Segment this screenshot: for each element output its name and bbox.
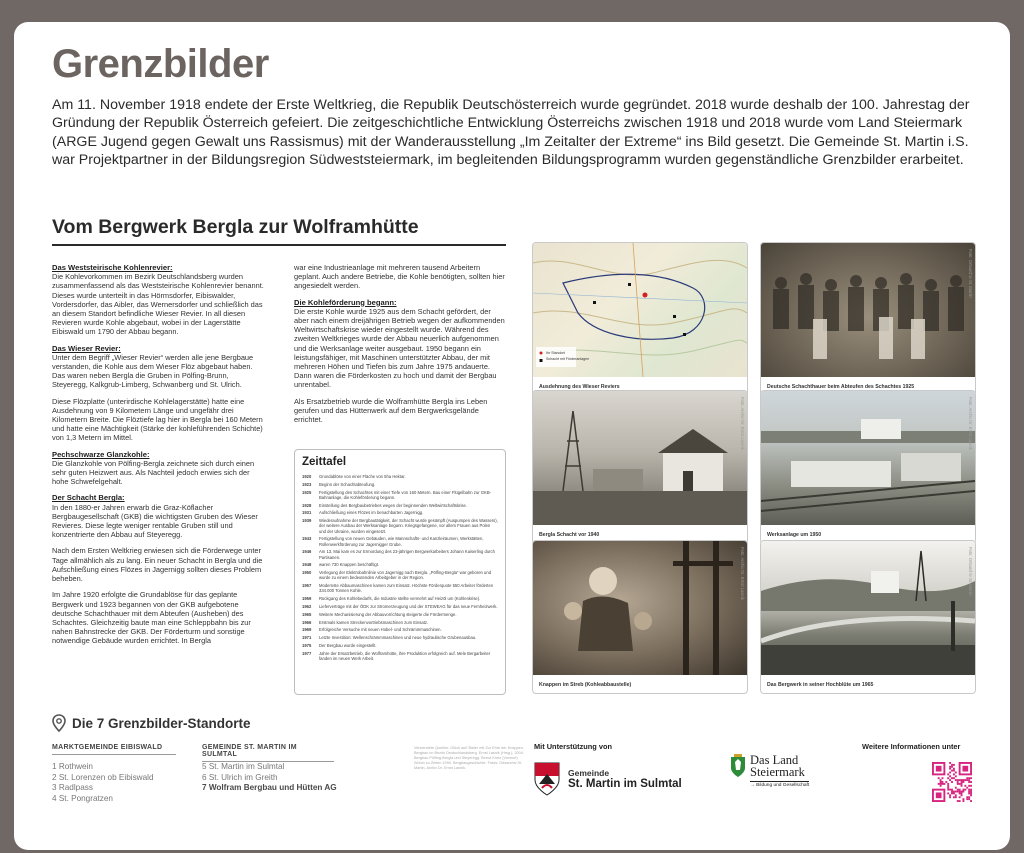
photo-caption: Knappen im Streb (Kohleabbaustelle): [539, 682, 632, 688]
photo-caption: Bergla Schacht vor 1940: [539, 532, 600, 538]
gemeinde-crest-icon: [534, 762, 560, 796]
timeline-row: [302, 604, 498, 609]
timeline-text: Erstmals kamen Streckenvortriebsmaschinen zum Einsatz.: [319, 619, 429, 625]
timeline-text: Beginn der Schachtabteufung.: [319, 481, 376, 487]
paragraph: Als Ersatzbetrieb wurde die Wolframhütte Bergla ins Leben gerufen und das Hüttenwerk auf dem Bergwerksgelände errichtet.: [294, 396, 488, 425]
timeline-text: Letzte Investition: Wellenschrämmmaschinen und neue hydraulische Grubenausbau.: [319, 635, 477, 641]
timeline-year: 1957: [302, 583, 312, 589]
list-item: 4 St. Pongratzen: [52, 793, 113, 803]
timeline-year: 1920: [302, 474, 312, 479]
timeline-year: 1962: [302, 603, 312, 609]
paragraph: Diese Flözplatte (unterirdische Kohlelagerstätte) hatte eine Ausdehnung von 9 Kilometern Länge und ungefähr drei Kilometern Breite. Die Flöztiefe lag hier in Bergla bei 160 Metern und hatte eine Mächtigkeit (Stärke der kohleführenden Schichte) von 1,3 Metern im Mittel.: [52, 396, 263, 443]
timeline-year: 1969: [302, 627, 312, 633]
list-item: 2 St. Lorenzen ob Eibiswald: [52, 772, 154, 782]
timeline-year: 1950: [302, 570, 312, 576]
photo-credit: Foto: Ortsarchiv St. Martin: [968, 249, 973, 298]
timeline-row: [302, 627, 498, 632]
timeline-year: 1959: [302, 596, 312, 602]
heading-schacht-bergla: Der Schacht Bergla:: [52, 493, 125, 503]
photo-credit: Foto: Archiv Dr. Ernst Lasnik: [740, 547, 745, 600]
timeline-year: 1939: [302, 518, 312, 524]
timeline-row: [302, 482, 498, 487]
mine-complex-icon: [761, 541, 975, 675]
timeline-row: [302, 503, 498, 508]
timeline-text: waren 730 Knappen beschäftigt.: [319, 562, 380, 568]
timeline-text: Rückgang des Kohlebedarfs, die Industrie stellte vermehrt auf Heizöl um (Kohlenkrise).: [319, 596, 481, 602]
heading-wieser-revier: Das Wieser Revier:: [52, 343, 121, 353]
timeline-text: Grundablöse von einer Fläche von 5ha Hektar.: [319, 474, 406, 479]
locations-title: Die 7 Grenzbilder-Standorte: [72, 715, 251, 731]
mine-tower-icon: [533, 391, 747, 525]
more-info-label: Weitere Informationen unter: [862, 742, 961, 751]
timeline-text: Jahre der Ersatzbetrieb, die Wolframhütte, ihre Produktion erfolgreich auf. Mele Bergarbeiter fanden im neuen Werk Arbeit.: [319, 650, 491, 661]
shaft-photo-image: [533, 391, 747, 525]
list-item: 1 Rothwein: [52, 762, 93, 771]
support-label: Mit Unterstützung von: [534, 742, 613, 751]
timeline-text: Fertigstellung des Schachtes mit einer Tiefe von 160 Metern. Bau einer Flügelbahn zur GKB-Bahnanlage, die Kohleförderung begann.: [319, 489, 492, 500]
land-steiermark-logo: [730, 754, 809, 788]
mine-photo-image: [761, 541, 975, 675]
gemeinde-name: Gemeinde St. Martin im Sulmtal: [568, 768, 682, 790]
page-title: Grenzbilder: [52, 42, 269, 86]
section-rule: [52, 244, 506, 246]
timeline-row: [302, 620, 498, 625]
photo-caption: Werksanlage um 1950: [767, 532, 822, 538]
timeline-year: 1928: [302, 502, 312, 508]
paragraph: Die Kohlevorkommen im Bezirk Deutschlandsberg wurden zusammenfassend als das Weststeirische Kohlenrevier benannt. Dieses wurde unterteilt in das Hörmsdorfer, Eibiswalder, Vordersdorfer, das Aibler, das Wernersdorfer und schließlich das an diesem Standort befindliche Wieser Revier. In all diesen Revieren wurde Kohle abgebaut, wobei in der Lagerstätte Eibiswald um 1790 der Abbau begann.: [52, 272, 264, 337]
timeline-title: Zeittafel: [302, 456, 347, 468]
timeline-year: 1977: [302, 650, 312, 656]
paragraph: In den 1880-er Jahren erwarb die Graz-Köflacher Bergbaugesellschaft (GKB) die wichtigsten Gruben des Wieser Revieres. Diese legte weniger rentable Gruben still und konzentrierte den Abbau auf Steyeregg.: [52, 502, 258, 540]
timeline-row: [302, 570, 498, 580]
list-item: 3 Radlpass: [52, 783, 93, 793]
intro-text: Am 11. November 1918 endete der Erste Weltkrieg, die Republik Deutschösterreich wurde gegründet. 2018 wurde deshalb der 100. Jahrestag der Gründung der Republik Österreich gefeiert. Die zeitgeschichtliche Entwicklung Österreichs zwischen 1918 und 2018 wurde vom Land Steiermark (ARGE Jugend gegen Gewalt uns Rassismus) mit der Wanderausstellung „Im Zeitalter der Extreme“ ins Bild gesetzt. Die Gemeinde St. Martin i.S. war Projektpartner in der Bildungsregion Südweststeiermark, im begleitenden Bildungsprogramm wurden gegenständliche Grenzbilder erarbeitet.: [52, 97, 970, 169]
timeline-row: [302, 583, 498, 593]
info-board: [14, 22, 1010, 850]
paragraph: Die Glanzkohle von Pölfing-Bergla zeichnete sich durch einen sehr guten Heizwert aus. Als Nachteil jedoch erwies sich der hohe Schwefelgehalt.: [52, 458, 255, 487]
photo-schacht: [532, 390, 748, 544]
timeline-rows: [302, 474, 498, 661]
timeline-row: [302, 536, 498, 546]
steiermark-crest-icon: [730, 754, 746, 778]
timeline-year: 1966: [302, 619, 312, 625]
timeline-year: 1943: [302, 536, 312, 542]
photo-schachthauer: [760, 242, 976, 396]
paragraph: Nach dem Ersten Weltkrieg erwiesen sich die Förderwege unter Tage allmählich als zu lang. Ein neuer Schacht in Bergla und die Aufschließung eines Flözes in Jagernigg sollten dieses Problem beheben.: [52, 546, 263, 584]
timeline-row: [302, 518, 498, 534]
text-column-1: [52, 263, 264, 646]
timeline-year: 1965: [302, 611, 312, 617]
photo-credit: Foto: Archiv Dr. Ernst Lasnik: [740, 397, 745, 450]
photo-credit: Foto: Archiv Dr. Ernst Lasnik: [968, 397, 973, 450]
timeline-row: [302, 635, 498, 640]
paragraph: Die erste Kohle wurde 1925 aus dem Schacht gefördert, der aber nach einem dreijährigen Betrieb wegen der aufkommenden Weltwirtschaftskrise wieder eingestellt wurde. Während des zweiten Weltkrieges wurde der Abbau neuerlich aufgenommen und die Werksanlage weiter ausgebaut. 1950 begann ein leistungsfähiger, mit Maschinen unterstützter Abbau, der mit mehreren Höhen und Tiefen bis zum Jahre 1975 andauerte. Dann waren die Förderkosten zu hoch und damit der Bergbau unrentabel.: [294, 306, 505, 390]
photo-credit: Foto: Ortsarchiv St. Martin: [968, 547, 973, 596]
timeline-text: Einstellung des Bergbaubetriebes wegen der beginnenden Weltwirtschaftskrise.: [319, 502, 467, 508]
paragraph: Im Jahre 1920 erfolgte die Grundablöse für das geplante Bergwerk und 1923 begannen von der GKB aufgebotene deutsche Schachthauer mit dem Abteufen (Ausheben) des Schachtes. Gleichzeitig baute man eine Schleppbahn bis zur nahen Bahnstrecke der GKB. Der Förderturm und sonstige notwendige Gebäude wurden errichtet. In Bergla: [52, 590, 251, 646]
paragraph: Unter dem Begriff „Wieser Revier“ werden alle jene Bergbaue verstanden, die Kohle aus dem Wieser Flöz abgebaut haben. Das waren neben Bergla die Gruben in Pölfing-Brunn, Steyeregg, Kalkgrub-Limberg, Schwanberg und St. Ulrich.: [52, 352, 254, 390]
timeline-text: Erfolgreiche Versuche mit neuen Hobel- und Schrämmmaschinen.: [319, 627, 442, 633]
gemeinde-logo: [534, 762, 682, 796]
timeline-box: [294, 449, 506, 695]
timeline-row: [302, 474, 498, 479]
timeline-year: 1923: [302, 481, 312, 487]
timeline-text: Fertigstellung von neuen Gebäuden, wie Mannschafts- und Kanzleiräumen, Werkstätten, Rollenwerkförderung zur Jagernigger Grube.: [319, 536, 484, 547]
section-title: Vom Bergwerk Bergla zur Wolframhütte: [52, 216, 419, 238]
photo-map: [532, 242, 748, 396]
timeline-row: [302, 643, 498, 648]
list-item: 5 St. Martin im Sulmtal: [202, 762, 285, 771]
timeline-text: Weitere Mechanisierung der Abbauvorrichtung steigerte die Fördermenge.: [319, 611, 457, 617]
photo-caption: Das Bergwerk in seiner Hochblüte um 1965: [767, 682, 874, 688]
timeline-text: Verlegung der Elektrobahnlinie von Jagernigg nach Bergla. „Pölfing-Bergla“ war geboren und wurde zu einem bedeutenden Arbeitgeber in der Region.: [319, 570, 492, 581]
group-photo-image: [761, 243, 975, 377]
timeline-row: [302, 651, 498, 661]
timeline-year: 1971: [302, 635, 312, 641]
location-list-eibiswald: [52, 762, 154, 804]
photo-knappen: [532, 540, 748, 694]
photo-bergwerk: [760, 540, 976, 694]
timeline-year: 1931: [302, 510, 312, 516]
group-label-st-martin: GEMEINDE ST. MARTIN IM SULMTAL: [202, 744, 334, 762]
list-item-current: 7 Wolfram Bergbau und Hütten AG: [202, 783, 337, 793]
photo-caption: Deutsche Schachthauer beim Abteufen des Schachtes 1925: [767, 384, 915, 390]
timeline-row: [302, 549, 498, 559]
heading-glanzkohle: Pechschwarze Glanzkohle:: [52, 449, 150, 459]
timeline-year: 1948: [302, 562, 312, 568]
timeline-year: 1975: [302, 642, 312, 648]
people-icon: [761, 243, 975, 377]
factory-icon: [761, 391, 975, 525]
location-list-st-martin: [202, 762, 337, 794]
timeline-row: [302, 510, 498, 515]
timeline-text: Am 13. Mai kam es zur Ermordung des 23-jährigen Bergwerkarbeiters Johann Kaiserling durch Partisanen.: [319, 549, 495, 560]
map-legend: Ihr Standort Schacht mit Förderanlagen: [546, 351, 590, 361]
map-image: [533, 243, 747, 377]
timeline-row: [302, 596, 498, 601]
paragraph: war eine Industrieanlage mit mehreren tausend Arbeitern geplant. Auch andere Betriebe, die Kohle benötigten, sollten hier angesiedelt werden.: [294, 263, 505, 291]
sources-text: Verwendete Quellen: Glück auf! Bilder mit Zur Ehre der Knappen, Bergbau im Bezirk Deutschlandsberg. Ernst Lasnik (Hrsg.), 2004. Bergbau Pölfing-Bergla und Steyeregg. Bernd Kretz (Vorwort) Wohin zu Zeiten 1990. Bergbaugeschichte. Fotos: Ortsarchiv St. Martin, Archiv Dr. Ernst Lasnik.: [414, 746, 524, 770]
group-label-eibiswald: MARKTGEMEINDE EIBISWALD: [52, 744, 176, 755]
heading-kohlefoerderung: Die Kohleförderung begann:: [294, 297, 397, 307]
timeline-row: [302, 562, 498, 567]
timeline-text: Wiederaufnahme der Bergbautätigkeit, der Schacht wurde gesümpft (Auspumpen des Wassers), der weitere Ausbau der Werksanlage begann. Kriegsgefangene, vor allem Frauen aus Polen und der Ukraine, wurden eingesetzt.: [319, 518, 498, 534]
timeline-text: Modernste Abbaumaschinen kamen zum Einsatz. Höchste Förderquote 550 Arbeiter förderten 334.000 Tonnen Kohle.: [319, 583, 494, 594]
timeline-row: [302, 490, 498, 500]
timeline-text: Aufschließung eines Flözes im benachbarten Jagernigg.: [319, 510, 424, 516]
list-item: 6 St. Ulrich im Greith: [202, 772, 278, 782]
timeline-text: Lieferverträge mit der ÖDK zur Stromerzeugung und der STEWEAG für das neue Fernheizwerk.: [319, 603, 498, 609]
heading-kohlenrevier: Das Weststeirische Kohlenrevier:: [52, 263, 173, 272]
photo-caption: Ausdehnung des Wieser Reviers: [539, 384, 620, 390]
timeline-year: 1946: [302, 549, 312, 555]
map-pin-icon: [52, 714, 66, 732]
land-name: Das Land Steiermark → Bildung und Gesellschaft: [750, 753, 810, 788]
timeline-row: [302, 612, 498, 617]
timeline-year: 1925: [302, 489, 312, 495]
qr-code-icon[interactable]: [932, 762, 972, 802]
plant-photo-image: [761, 391, 975, 525]
photo-werksanlage: [760, 390, 976, 544]
miners-icon: [533, 541, 747, 675]
miners-photo-image: [533, 541, 747, 675]
text-column-2: [294, 263, 506, 424]
locations-heading: [52, 714, 251, 732]
timeline-text: Der Bergbau wurde eingestellt.: [319, 642, 377, 648]
